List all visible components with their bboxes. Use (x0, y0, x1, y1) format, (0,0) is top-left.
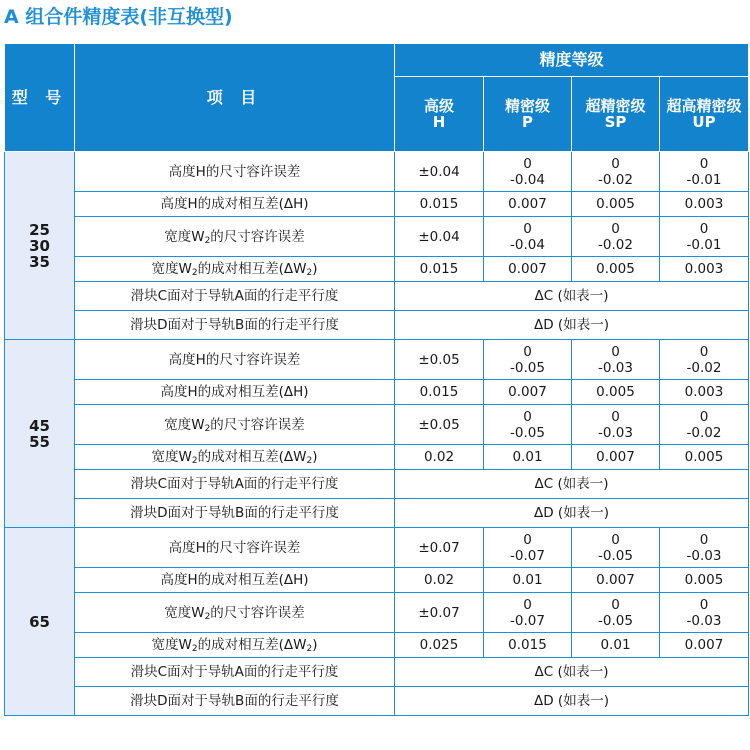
item-label: 滑块D面对于导轨B面的行走平行度 (75, 499, 395, 528)
table-row (5, 405, 749, 445)
item-label: 高度H的成对相互差(ΔH) (75, 380, 395, 405)
item-label: 高度H的尺寸容许误差 (75, 152, 395, 192)
value-cell: 0 -0.03 (572, 340, 660, 380)
value-cell: 0 -0.03 (660, 528, 749, 568)
value-cell: 0.003 (660, 380, 749, 405)
item-label: 高度H的成对相互差(ΔH) (75, 568, 395, 593)
item-label: 高度H的尺寸容许误差 (75, 528, 395, 568)
value-cell: 0.007 (572, 445, 660, 470)
value-cell: 0.007 (484, 192, 572, 217)
value-cell: ±0.04 (395, 217, 484, 257)
value-cell: 0 -0.02 (572, 217, 660, 257)
value-cell: 0.015 (395, 257, 484, 282)
grade-header-up: 超高精密级 UP (660, 77, 749, 152)
value-cell: 0.01 (572, 633, 660, 658)
value-cell: 0 -0.05 (572, 593, 660, 633)
item-label: 高度H的成对相互差(ΔH) (75, 192, 395, 217)
value-cell: 0.01 (484, 445, 572, 470)
value-cell: 0.005 (572, 192, 660, 217)
value-cell: 0 -0.07 (484, 593, 572, 633)
value-cell: 0.003 (660, 257, 749, 282)
value-cell: ±0.07 (395, 528, 484, 568)
value-cell: ±0.05 (395, 405, 484, 445)
item-header: 项 目 (75, 44, 395, 152)
grade-header-sp: 超精密级 SP (572, 77, 660, 152)
page-title: A 组合件精度表(非互换型) (4, 6, 233, 28)
value-cell: 0.015 (395, 380, 484, 405)
model-header: 型 号 (5, 44, 75, 152)
value-cell: 0 -0.02 (660, 340, 749, 380)
item-label: 高度H的尺寸容许误差 (75, 340, 395, 380)
table-row (5, 593, 749, 633)
item-label: 宽度$W_2$的成对相互差$(\Delta W_2)$ (75, 445, 395, 470)
value-cell: 0 -0.03 (660, 593, 749, 633)
item-label: 滑块C面对于导轨A面的行走平行度 (75, 658, 395, 687)
table-row (5, 152, 749, 192)
table-row (5, 257, 749, 282)
item-label: 滑块C面对于导轨A面的行走平行度 (75, 282, 395, 311)
value-cell: 0.005 (660, 445, 749, 470)
value-cell: 0.007 (572, 568, 660, 593)
value-cell: ±0.07 (395, 593, 484, 633)
table-row (5, 528, 749, 568)
value-cell: ΔD (如表一) (395, 687, 749, 716)
value-cell: ΔC (如表一) (395, 658, 749, 687)
value-cell: ±0.05 (395, 340, 484, 380)
item-label: 宽度$W_2$的成对相互差$(\Delta W_2)$ (75, 633, 395, 658)
value-cell: 0 -0.05 (484, 340, 572, 380)
value-cell: 0 -0.04 (484, 217, 572, 257)
value-cell: 0.025 (395, 633, 484, 658)
value-cell: 0.015 (395, 192, 484, 217)
table-row (5, 687, 749, 716)
value-cell: 0 -0.05 (484, 405, 572, 445)
item-label: 宽度$W_2$的成对相互差$(\Delta W_2)$ (75, 257, 395, 282)
table-row (5, 633, 749, 658)
grade-group-header: 精度等级 (395, 44, 749, 77)
value-cell: 0.015 (484, 633, 572, 658)
value-cell: 0.005 (572, 380, 660, 405)
value-cell: 0.003 (660, 192, 749, 217)
table-row (5, 311, 749, 340)
table-row (5, 192, 749, 217)
model-cell: 45 55 (5, 340, 75, 528)
value-cell: 0.02 (395, 445, 484, 470)
item-label: 宽度$W_2$的尺寸容许误差 (75, 217, 395, 257)
value-cell: 0 -0.01 (660, 152, 749, 192)
value-cell: 0.007 (660, 633, 749, 658)
table-row (5, 470, 749, 499)
model-cell: 25 30 35 (5, 152, 75, 340)
table-row (5, 380, 749, 405)
value-cell: 0 -0.02 (660, 405, 749, 445)
table-row (5, 217, 749, 257)
model-cell: 65 (5, 528, 75, 716)
grade-header-h: 高级 H (395, 77, 484, 152)
grade-header-p: 精密级 P (484, 77, 572, 152)
value-cell: 0 -0.03 (572, 405, 660, 445)
value-cell: 0 -0.01 (660, 217, 749, 257)
value-cell: 0.005 (660, 568, 749, 593)
table-row (5, 499, 749, 528)
value-cell: 0.007 (484, 257, 572, 282)
table-row (5, 568, 749, 593)
table-row (5, 340, 749, 380)
precision-table (4, 43, 749, 716)
value-cell: 0 -0.07 (484, 528, 572, 568)
item-label: 宽度$W_2$的尺寸容许误差 (75, 405, 395, 445)
value-cell: ΔD (如表一) (395, 499, 749, 528)
value-cell: 0.01 (484, 568, 572, 593)
value-cell: ΔD (如表一) (395, 311, 749, 340)
value-cell: 0.007 (484, 380, 572, 405)
item-label: 滑块D面对于导轨B面的行走平行度 (75, 687, 395, 716)
item-label: 滑块C面对于导轨A面的行走平行度 (75, 470, 395, 499)
value-cell: 0 -0.04 (484, 152, 572, 192)
table-row (5, 658, 749, 687)
value-cell: 0.005 (572, 257, 660, 282)
value-cell: 0 -0.02 (572, 152, 660, 192)
value-cell: ΔC (如表一) (395, 470, 749, 499)
value-cell: ±0.04 (395, 152, 484, 192)
value-cell: 0.02 (395, 568, 484, 593)
item-label: 宽度$W_2$的尺寸容许误差 (75, 593, 395, 633)
table-row (5, 282, 749, 311)
value-cell: 0 -0.05 (572, 528, 660, 568)
value-cell: ΔC (如表一) (395, 282, 749, 311)
item-label: 滑块D面对于导轨B面的行走平行度 (75, 311, 395, 340)
table-row (5, 445, 749, 470)
